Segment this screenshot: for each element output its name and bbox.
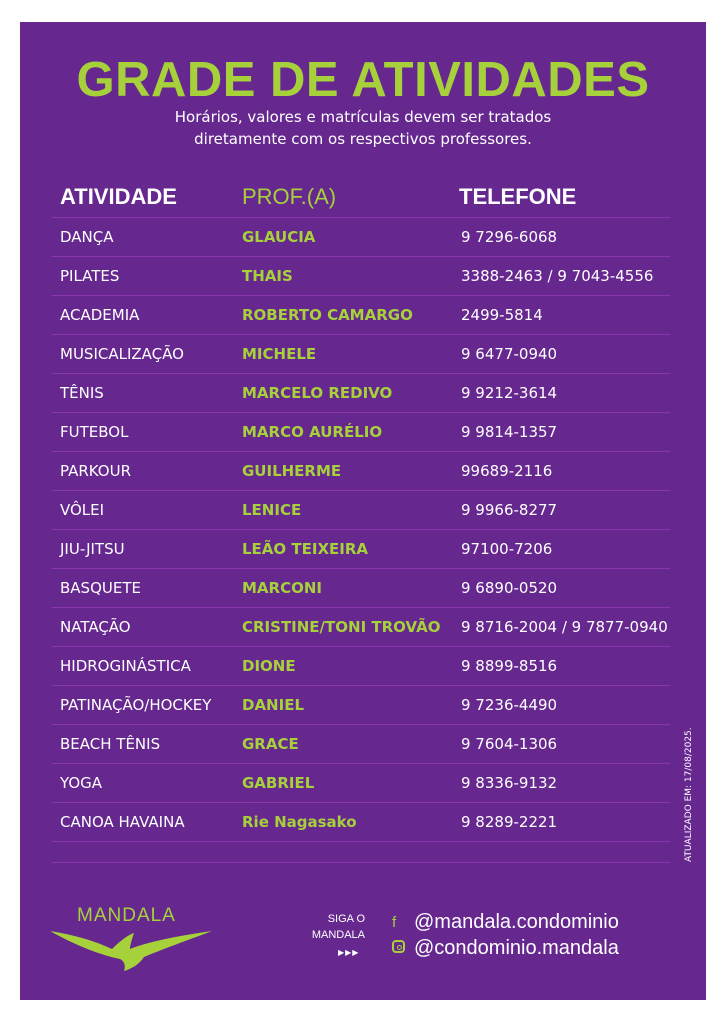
activity-cell: CANOA HAVAINA xyxy=(60,813,185,831)
bird-logo-icon xyxy=(50,927,215,972)
activity-cell: BEACH TÊNIS xyxy=(60,735,161,753)
table-row xyxy=(52,529,670,568)
phone-cell: 9 9966-8277 xyxy=(461,501,558,519)
teacher-cell: MICHELE xyxy=(242,345,317,363)
page-title: GRADE DE ATIVIDADES xyxy=(76,53,650,107)
follow-label xyxy=(285,911,365,943)
table-row xyxy=(52,373,670,412)
table-row xyxy=(52,334,670,373)
table-row xyxy=(52,685,670,724)
activity-cell: DANÇA xyxy=(60,228,114,246)
teacher-cell: ROBERTO CAMARGO xyxy=(242,306,413,324)
teacher-cell: GABRIEL xyxy=(242,774,315,792)
activity-cell: NATAÇÃO xyxy=(60,618,131,636)
table-row xyxy=(52,295,670,334)
teacher-cell: GUILHERME xyxy=(242,462,342,480)
activity-cell: ACADEMIA xyxy=(60,306,140,324)
table-row xyxy=(52,217,670,256)
subtitle-line-2: diretamente com os respectivos professores. xyxy=(194,130,532,148)
activity-cell: VÔLEI xyxy=(60,501,105,519)
teacher-cell: THAIS xyxy=(242,267,293,285)
table-row xyxy=(52,451,670,490)
activity-cell: PATINAÇÃO/HOCKEY xyxy=(60,696,212,714)
phone-cell: 99689-2116 xyxy=(461,462,553,480)
divider xyxy=(52,862,670,863)
teacher-cell: GLAUCIA xyxy=(242,228,316,246)
activity-cell: PILATES xyxy=(60,267,120,285)
activity-cell: PARKOUR xyxy=(60,462,131,480)
activity-cell: BASQUETE xyxy=(60,579,141,597)
facebook-icon: f xyxy=(392,914,397,932)
updated-date: ATUALIZADO EM: 17/08/2025. xyxy=(684,727,694,862)
teacher-cell: MARCELO REDIVO xyxy=(242,384,393,402)
phone-cell: 9 9212-3614 xyxy=(461,384,558,402)
teacher-cell: GRACE xyxy=(242,735,299,753)
table-row xyxy=(52,802,670,841)
header-phone: TELEFONE xyxy=(459,184,577,209)
phone-cell: 9 9814-1357 xyxy=(461,423,558,441)
facebook-handle: @mandala.condominio xyxy=(414,911,619,934)
phone-cell: 9 8336-9132 xyxy=(461,774,558,792)
phone-cell: 9 8899-8516 xyxy=(461,657,558,675)
facebook-link[interactable] xyxy=(392,911,619,934)
table-row xyxy=(52,763,670,802)
activity-cell: FUTEBOL xyxy=(60,423,129,441)
phone-cell: 3388-2463 / 9 7043-4556 xyxy=(461,267,654,285)
table-row xyxy=(52,490,670,529)
activity-cell: MUSICALIZAÇÃO xyxy=(60,345,184,363)
teacher-cell: DIONE xyxy=(242,657,296,675)
activity-cell: YOGA xyxy=(60,774,103,792)
follow-line-2: MANDALA xyxy=(311,929,365,941)
table-row xyxy=(52,724,670,763)
table-empty-row xyxy=(52,841,670,880)
poster xyxy=(20,22,706,1000)
phone-cell: 97100-7206 xyxy=(461,540,553,558)
subtitle-line-1: Horários, valores e matrículas devem ser tratados xyxy=(174,108,552,126)
table-row xyxy=(52,568,670,607)
brand-name: MANDALA xyxy=(77,905,176,926)
instagram-link[interactable] xyxy=(392,937,619,960)
subtitle xyxy=(20,106,706,150)
teacher-cell: LEÃO TEIXEIRA xyxy=(242,540,368,558)
instagram-handle: @condominio.mandala xyxy=(414,937,619,960)
teacher-cell: LENICE xyxy=(242,501,302,519)
phone-cell: 9 7296-6068 xyxy=(461,228,558,246)
header-activity: ATIVIDADE xyxy=(60,184,177,209)
activity-cell: JIU-JITSU xyxy=(60,540,125,558)
phone-cell: 2499-5814 xyxy=(461,306,543,324)
phone-cell: 9 7236-4490 xyxy=(461,696,558,714)
teacher-cell: MARCO AURÉLIO xyxy=(242,423,383,441)
phone-cell: 9 6890-0520 xyxy=(461,579,558,597)
table-row xyxy=(52,646,670,685)
phone-cell: 9 8716-2004 / 9 7877-0940 xyxy=(461,618,668,636)
phone-cell: 9 6477-0940 xyxy=(461,345,558,363)
phone-cell: 9 8289-2221 xyxy=(461,813,558,831)
teacher-cell: Rie Nagasako xyxy=(242,813,357,831)
activity-cell: TÊNIS xyxy=(60,384,104,402)
table-row xyxy=(52,607,670,646)
teacher-cell: DANIEL xyxy=(242,696,304,714)
follow-line-1: SIGA O xyxy=(327,913,365,925)
activity-cell: HIDROGINÁSTICA xyxy=(60,657,191,675)
teacher-cell: MARCONI xyxy=(242,579,322,597)
table-row xyxy=(52,412,670,451)
activities-table xyxy=(52,217,670,880)
arrows-icon: ▶▶▶ xyxy=(338,948,360,957)
instagram-icon xyxy=(392,940,414,957)
teacher-cell: CRISTINE/TONI TROVÃO xyxy=(242,618,441,636)
phone-cell: 9 7604-1306 xyxy=(461,735,558,753)
table-row xyxy=(52,256,670,295)
header-teacher: PROF.(A) xyxy=(242,184,337,209)
